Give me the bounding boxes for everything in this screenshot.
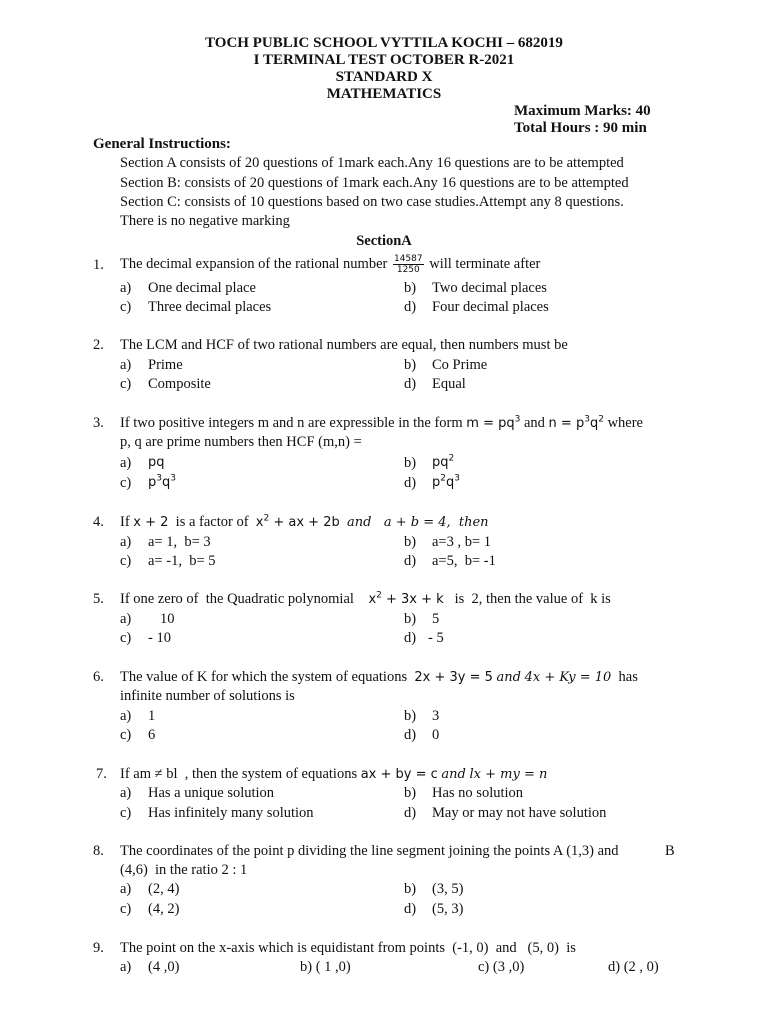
question-number: 7.	[96, 766, 107, 782]
question-text-part: The value of K for which the system of equations	[120, 669, 408, 685]
option-label: a)	[120, 708, 132, 724]
max-marks: Maximum Marks: 40	[514, 103, 651, 119]
option-d: a=5, b= -1	[432, 553, 496, 569]
question-text	[120, 590, 611, 609]
equation-part: n = p	[548, 416, 585, 431]
equation-part: q	[589, 416, 599, 431]
option-c: 6	[148, 727, 156, 743]
question-text: infinite number of solutions is	[120, 688, 295, 704]
equation-connector: and	[496, 670, 521, 685]
question-text	[120, 668, 638, 687]
option-text: pq	[432, 455, 449, 470]
option-d: Equal	[432, 376, 466, 392]
option-label: b)	[404, 455, 417, 471]
question-text: p, q are prime numbers then HCF (m,n) =	[120, 434, 362, 450]
question-text	[120, 765, 547, 784]
question-number: 1.	[93, 257, 104, 273]
option-b: (3, 5)	[432, 881, 464, 897]
option-label: c)	[120, 901, 132, 917]
fraction	[393, 254, 424, 275]
option-a: 10	[160, 611, 175, 627]
option-label: d)	[404, 299, 417, 315]
question-number: 4.	[93, 514, 104, 530]
question-text: The LCM and HCF of two rational numbers are equal, then numbers must be	[120, 337, 568, 353]
question-text-part: will terminate after	[429, 256, 541, 272]
option-text: q	[446, 475, 455, 490]
exponent: 2	[263, 513, 270, 524]
equation-part: + 3x + k	[381, 592, 444, 607]
point-b-label: B	[665, 843, 675, 859]
equation	[368, 592, 443, 607]
equation	[256, 515, 340, 530]
option-b: 3	[432, 708, 440, 724]
instruction-line: There is no negative marking	[120, 213, 290, 229]
question-number: 6.	[93, 669, 104, 685]
option-c: c) (3 ,0)	[478, 959, 525, 975]
option-c: a= -1, b= 5	[148, 553, 216, 569]
option-label: a)	[120, 959, 132, 975]
exponent: 2	[448, 453, 455, 464]
option-label: d)	[404, 376, 417, 392]
equation: x + 2	[133, 515, 169, 530]
question-text-part: is a factor of	[175, 514, 249, 530]
question-text-part: The decimal expansion of the rational number	[120, 256, 388, 272]
option-d	[432, 474, 460, 492]
equation-part: x	[255, 515, 264, 530]
option-label: a)	[120, 357, 132, 373]
option-c: (4, 2)	[148, 901, 180, 917]
option-b: Has no solution	[432, 785, 524, 801]
option-c: Has infinitely many solution	[148, 805, 314, 821]
option-label: b)	[404, 357, 417, 373]
test-title: I TERMINAL TEST OCTOBER R-2021	[253, 52, 515, 68]
option-label: d)	[404, 727, 417, 743]
option-d: May or may not have solution	[432, 805, 607, 821]
question-text-part: where	[607, 415, 643, 431]
option-label: b)	[404, 881, 417, 897]
question-text: The point on the x-axis which is equidistant from points (-1, 0) and (5, 0) is	[120, 940, 576, 956]
option-d: 0	[432, 727, 440, 743]
exponent: 2	[376, 590, 382, 601]
exponent: 3	[156, 473, 162, 484]
option-label: a)	[120, 881, 132, 897]
equation-connector: and	[441, 767, 466, 782]
question-text	[120, 513, 489, 532]
instruction-line: Section B: consists of 20 questions of 1mark each.Any 16 questions are to be attempted	[120, 175, 629, 191]
option-b: 5	[432, 611, 440, 627]
question-text: (4,6) in the ratio 2 : 1	[120, 862, 248, 878]
equation: lx + my = n	[469, 767, 548, 782]
option-text: p	[432, 475, 441, 490]
option-label: b)	[404, 534, 417, 550]
option-label: a)	[120, 785, 132, 801]
option-a: 1	[148, 708, 156, 724]
option-c: - 10	[148, 630, 171, 646]
question-text	[120, 414, 643, 433]
option-c: Three decimal places	[148, 299, 272, 315]
option-label: b)	[404, 280, 417, 296]
option-label: c)	[120, 376, 132, 392]
option-label: c)	[120, 727, 132, 743]
option-b	[432, 454, 454, 472]
option-a: a= 1, b= 3	[148, 534, 211, 550]
exponent: 2	[440, 473, 446, 484]
option-a: pq	[148, 455, 165, 470]
subject: MATHEMATICS	[326, 86, 442, 102]
condition: and a + b = 4, then	[346, 515, 489, 530]
equation: 4x + Ky = 10	[524, 670, 612, 685]
question-text: The coordinates of the point p dividing the line segment joining the points A (1,3) and	[120, 843, 619, 859]
question-text	[120, 249, 540, 279]
option-label: c)	[120, 553, 132, 569]
option-b: Two decimal places	[432, 280, 547, 296]
standard: STANDARD X	[335, 69, 433, 85]
question-number: 3.	[93, 415, 104, 431]
option-label: a)	[120, 455, 132, 471]
option-label: b)	[404, 708, 417, 724]
question-number: 2.	[93, 337, 104, 353]
option-label: b)	[404, 611, 417, 627]
fraction-numerator: 14587	[393, 254, 423, 265]
exponent: 3	[170, 473, 176, 484]
option-label: c)	[120, 475, 132, 491]
question-text-part: If	[120, 514, 130, 530]
option-label: a)	[120, 280, 132, 296]
option-a: Prime	[148, 357, 183, 373]
option-b: a=3 , b= 1	[432, 534, 492, 550]
section-title: SectionA	[356, 233, 412, 249]
option-label: a)	[120, 534, 132, 550]
school-name: TOCH PUBLIC SCHOOL VYTTILA KOCHI – 682019	[205, 35, 563, 51]
fraction-denominator: 1250	[396, 265, 420, 276]
option-c: Composite	[148, 376, 211, 392]
option-b: b) ( 1 ,0)	[300, 959, 351, 975]
total-hours: Total Hours : 90 min	[514, 120, 647, 136]
option-label: d)	[404, 475, 417, 491]
option-text: q	[162, 475, 171, 490]
exponent: 2	[598, 414, 604, 425]
equation	[549, 416, 604, 431]
option-text: p	[148, 475, 157, 490]
option-label: d)	[404, 805, 417, 821]
option-a: One decimal place	[148, 280, 256, 296]
equation-part: x	[368, 592, 377, 607]
exponent: 3	[514, 414, 521, 425]
option-d: d) (2 , 0)	[608, 959, 659, 975]
option-label: d)	[404, 553, 417, 569]
option-d: (5, 3)	[432, 901, 464, 917]
option-label: b)	[404, 785, 417, 801]
instruction-line: Section C: consists of 10 questions based on two case studies.Attempt any 8 questions.	[120, 194, 624, 210]
option-label: c)	[120, 299, 132, 315]
exponent: 3	[584, 414, 590, 425]
question-text-part: and	[523, 415, 545, 431]
equation: 2x + 3y = 5	[414, 670, 493, 685]
question-text-part: If two positive integers m and n are expressible in the form	[120, 415, 463, 431]
option-b: Co Prime	[432, 357, 488, 373]
equation: ax + by = c	[360, 767, 438, 782]
question-text-part: If am ≠ bl , then the system of equations	[120, 766, 358, 782]
instruction-line: Section A consists of 20 questions of 1mark each.Any 16 questions are to be attempted	[120, 155, 624, 171]
equation-part: + ax + 2b	[269, 515, 340, 530]
option-d: Four decimal places	[432, 299, 549, 315]
equation	[466, 416, 520, 431]
option-c	[148, 474, 176, 492]
question-text-part: is 2, then the value of k is	[454, 591, 611, 607]
question-number: 5.	[93, 591, 104, 607]
question-text-part: If one zero of the Quadratic polynomial	[120, 591, 354, 607]
option-a: Has a unique solution	[148, 785, 275, 801]
option-a: (2, 4)	[148, 881, 180, 897]
option-label: c)	[120, 805, 132, 821]
equation-part: m = pq	[466, 416, 515, 431]
question-text-part: has	[618, 669, 638, 685]
option-label: a)	[120, 611, 132, 627]
option-d: - 5	[428, 630, 444, 646]
option-label: d)	[404, 630, 417, 646]
option-label: c)	[120, 630, 132, 646]
option-label: d)	[404, 901, 417, 917]
instructions-title: General Instructions:	[93, 136, 231, 152]
question-number: 8.	[93, 843, 104, 859]
option-a: (4 ,0)	[148, 959, 180, 975]
question-number: 9.	[93, 940, 104, 956]
exponent: 3	[454, 473, 460, 484]
